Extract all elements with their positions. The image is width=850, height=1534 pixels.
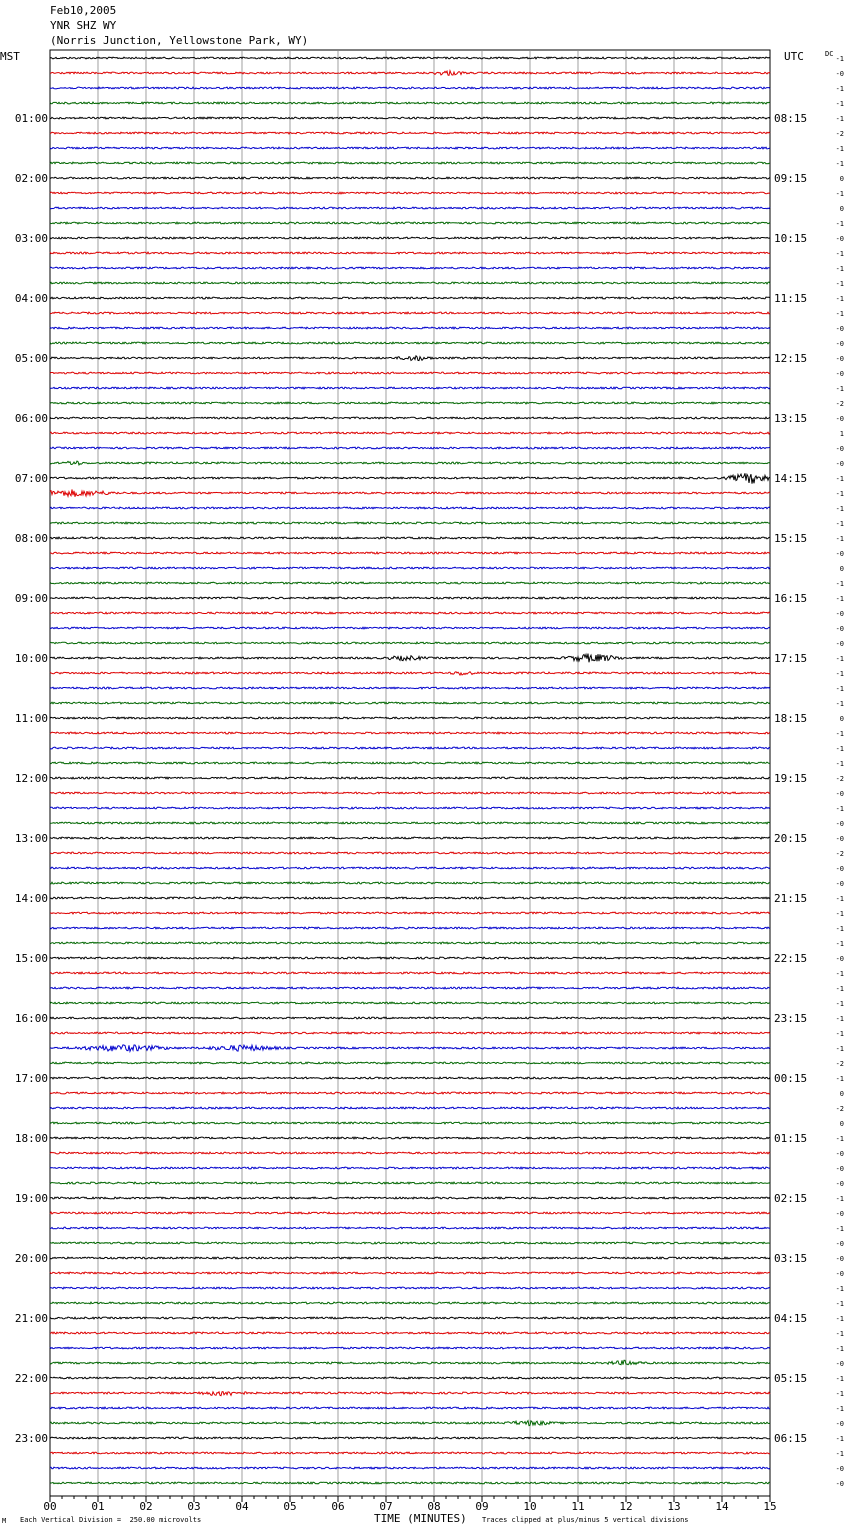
left-hour-label: 02:00 [14,172,48,185]
dc-offset-label: -0 [835,1420,844,1428]
right-hour-label: 05:15 [774,1372,808,1385]
dc-offset-label: 0 [839,205,844,213]
dc-offset-label: -1 [835,925,844,933]
x-axis [43,1496,776,1513]
dc-offset-label: -1 [835,805,844,813]
left-hour-label: 08:00 [14,532,48,545]
dc-offset-label: -1 [835,1450,844,1458]
dc-offset-label: -0 [835,355,844,363]
seismic-trace [50,642,770,644]
seismic-trace [50,132,770,134]
seismic-trace [50,852,770,854]
dc-offset-label: -1 [835,160,844,168]
minute-grid [50,50,770,1496]
dc-offset-label: -0 [835,610,844,618]
seismic-trace [50,597,770,599]
right-hour-label: 15:15 [774,532,808,545]
seismic-trace [50,1152,770,1154]
left-hour-label: 22:00 [14,1372,48,1385]
seismic-trace [50,762,770,764]
dc-offset-label: -1 [835,85,844,93]
dc-offset-label: -1 [835,280,844,288]
seismic-trace [50,1122,770,1124]
dc-offset-label: -1 [835,1075,844,1083]
x-tick-label: 00 [43,1500,57,1513]
left-hour-label: 23:00 [14,1432,48,1445]
dc-offset-label: -1 [835,700,844,708]
clip-note: Traces clipped at plus/minus 5 vertical divisions [482,1516,689,1524]
left-hour-label: 19:00 [14,1192,48,1205]
right-hour-label: 04:15 [774,1312,808,1325]
seismic-trace [50,702,770,704]
seismic-trace [50,1197,770,1199]
left-hour-label: 18:00 [14,1132,48,1145]
seismic-trace [50,1092,770,1094]
dc-offset-label: -0 [835,1180,844,1188]
seismic-trace [50,522,770,524]
dc-offset-label: -1 [835,1300,844,1308]
dc-offset-label: -1 [835,1015,844,1023]
seismic-trace [50,1392,770,1396]
seismic-trace [50,972,770,974]
dc-offset-label: -0 [835,790,844,798]
seismic-trace [50,402,770,404]
dc-offset-label: -1 [835,295,844,303]
dc-offset-label: 0 [839,175,844,183]
dc-offset-label: -0 [835,340,844,348]
dc-label: DC [825,50,834,58]
dc-offset-label: -1 [835,1435,844,1443]
seismic-trace [50,912,770,914]
left-hour-label: 10:00 [14,652,48,665]
dc-offset-label: -1 [835,265,844,273]
seismic-trace [50,417,770,419]
seismic-trace [50,1212,770,1214]
seismic-trace [50,807,770,809]
seismic-trace [50,957,770,959]
dc-offset-label: -0 [835,955,844,963]
x-tick-label: 02 [139,1500,153,1513]
dc-offset-label: -1 [835,895,844,903]
dc-offset-label: -1 [835,115,844,123]
seismic-trace [50,552,770,554]
seismic-trace [50,1482,770,1484]
seismic-trace [50,432,770,434]
dc-offset-label: -0 [835,640,844,648]
dc-offset-label: -1 [835,505,844,513]
dc-offset-label: -1 [835,730,844,738]
seismic-trace [50,356,770,361]
seismic-trace [50,777,770,779]
seismic-trace [50,747,770,749]
right-hour-label: 12:15 [774,352,808,365]
plot-frame [50,50,770,1496]
right-hour-label: 21:15 [774,892,808,905]
dc-offset-label: -1 [835,1285,844,1293]
seismic-trace [50,372,770,374]
dc-offset-label: -0 [835,865,844,873]
seismic-trace [50,387,770,389]
dc-offset-label: -0 [835,835,844,843]
right-hour-label: 22:15 [774,952,808,965]
dc-offset-label: -1 [835,670,844,678]
dc-offset-label: -1 [835,595,844,603]
dc-offset-label: -1 [835,745,844,753]
corner-label: M [2,1517,7,1525]
dc-offset-label: -1 [835,685,844,693]
station-label: YNR SHZ WY [50,19,117,32]
dc-offset-label: -0 [835,70,844,78]
seismic-trace [50,1272,770,1274]
dc-offset-label: -1 [835,1405,844,1413]
seismic-trace [50,192,770,194]
x-tick-label: 14 [715,1500,729,1513]
right-hour-label: 18:15 [774,712,808,725]
dc-offset-label: -0 [835,1150,844,1158]
dc-offset-labels [836,55,844,1488]
x-tick-label: 03 [187,1500,201,1513]
seismic-trace [50,1227,770,1229]
dc-offset-label: -1 [835,1135,844,1143]
left-hour-label: 03:00 [14,232,48,245]
seismic-trace [50,987,770,989]
seismic-trace [50,1137,770,1139]
seismic-trace [50,237,770,239]
seismic-trace [50,582,770,584]
location-label: (Norris Junction, Yellowstone Park, WY) [50,34,309,47]
seismic-trace [50,1437,770,1439]
seismic-trace [50,654,770,663]
seismic-trace [50,1257,770,1259]
seismic-trace [50,342,770,344]
seismic-trace [50,1377,770,1379]
dc-offset-label: -1 [835,1195,844,1203]
seismic-trace [50,473,770,483]
dc-offset-label: -1 [835,475,844,483]
dc-offset-label: -1 [835,1375,844,1383]
left-hour-label: 01:00 [14,112,48,125]
dc-offset-label: -1 [835,55,844,63]
seismic-trace [50,897,770,899]
seismic-trace [50,1347,770,1349]
seismic-trace [50,87,770,89]
x-tick-label: 04 [235,1500,249,1513]
seismic-trace [50,1332,770,1334]
seismic-trace [50,102,770,104]
dc-offset-label: -0 [835,1270,844,1278]
dc-offset-label: -1 [835,535,844,543]
dc-offset-label: -1 [835,1345,844,1353]
right-hour-label: 23:15 [774,1012,808,1025]
left-timezone-label: MST [0,50,20,63]
x-tick-label: 01 [91,1500,105,1513]
right-hour-label: 01:15 [774,1132,808,1145]
x-tick-label: 12 [619,1500,633,1513]
dc-offset-label: 0 [839,565,844,573]
dc-offset-label: -0 [835,235,844,243]
dc-offset-label: -1 [835,1330,844,1338]
seismic-trace [50,567,770,569]
x-tick-label: 08 [427,1500,441,1513]
dc-offset-label: -1 [835,490,844,498]
seismic-trace [50,222,770,224]
right-hour-label: 10:15 [774,232,808,245]
dc-offset-label: -0 [835,415,844,423]
dc-offset-label: 0 [839,715,844,723]
right-hour-label: 17:15 [774,652,808,665]
seismic-trace [50,1302,770,1304]
seismic-trace [50,1017,770,1019]
x-tick-label: 05 [283,1500,297,1513]
seismic-trace [50,1287,770,1289]
seismic-trace [50,1182,770,1184]
dc-offset-label: -1 [835,760,844,768]
dc-offset-label: -0 [835,1360,844,1368]
dc-offset-label: -1 [835,655,844,663]
dc-offset-label: -0 [835,445,844,453]
right-hour-label: 20:15 [774,832,808,845]
dc-offset-label: -1 [835,1315,844,1323]
dc-offset-label: -1 [835,1225,844,1233]
seismic-trace [50,327,770,329]
dc-offset-label: -0 [835,1210,844,1218]
right-hour-label: 06:15 [774,1432,808,1445]
x-tick-label: 06 [331,1500,345,1513]
seismic-trace [50,732,770,734]
seismic-trace [50,1045,770,1052]
left-hour-label: 13:00 [14,832,48,845]
dc-offset-label: -0 [835,820,844,828]
dc-offset-label: 1 [839,430,844,438]
seismic-trace [50,837,770,839]
seismic-trace [50,1167,770,1169]
right-hour-label: 09:15 [774,172,808,185]
dc-offset-label: -1 [835,220,844,228]
date-label: Feb10,2005 [50,4,117,17]
seismic-trace [50,461,770,465]
dc-offset-label: -1 [835,520,844,528]
seismic-trace [50,71,770,76]
left-hour-label: 17:00 [14,1072,48,1085]
seismic-trace [50,1360,770,1364]
dc-offset-label: -2 [835,1060,844,1068]
dc-offset-label: -0 [835,1255,844,1263]
right-hour-label: 11:15 [774,292,808,305]
seismic-trace [50,282,770,284]
seismic-trace [50,267,770,269]
seismic-trace [50,927,770,929]
seismic-trace [50,717,770,719]
dc-offset-label: -0 [835,625,844,633]
left-hour-label: 06:00 [14,412,48,425]
x-tick-label: 15 [763,1500,777,1513]
left-hour-label: 05:00 [14,352,48,365]
seismic-trace [50,1242,770,1244]
dc-offset-label: -2 [835,400,844,408]
dc-offset-label: -1 [835,940,844,948]
seismic-trace [50,942,770,944]
dc-offset-label: -2 [835,1105,844,1113]
seismic-trace [50,1407,770,1409]
right-hour-label: 14:15 [774,472,808,485]
seismic-trace [50,672,770,675]
dc-offset-label: -1 [835,145,844,153]
left-hour-label: 04:00 [14,292,48,305]
seismic-trace [50,792,770,794]
left-hour-label: 20:00 [14,1252,48,1265]
left-hour-label: 07:00 [14,472,48,485]
seismic-trace [50,490,770,497]
seismic-trace [50,687,770,689]
dc-offset-label: -1 [835,190,844,198]
right-hour-label: 16:15 [774,592,808,605]
dc-offset-label: -0 [835,1480,844,1488]
dc-offset-label: -1 [835,985,844,993]
dc-offset-label: -2 [835,775,844,783]
left-hour-label: 16:00 [14,1012,48,1025]
seismic-trace [50,867,770,869]
x-tick-label: 09 [475,1500,489,1513]
seismic-trace [50,882,770,884]
dc-offset-label: 0 [839,1090,844,1098]
seismic-trace [50,252,770,254]
seismic-trace [50,207,770,209]
seismic-trace [50,312,770,314]
seismic-trace [50,177,770,179]
seismic-trace [50,507,770,509]
seismic-trace [50,627,770,629]
left-hour-label: 14:00 [14,892,48,905]
dc-offset-label: -1 [835,250,844,258]
x-tick-label: 07 [379,1500,393,1513]
seismic-trace [50,612,770,614]
right-hour-label: 02:15 [774,1192,808,1205]
dc-offset-label: -1 [835,970,844,978]
dc-offset-label: -0 [835,325,844,333]
seismic-trace [50,117,770,119]
seismic-trace [50,822,770,824]
dc-offset-label: -1 [835,310,844,318]
seismic-trace [50,57,770,59]
left-hour-label: 21:00 [14,1312,48,1325]
right-hour-label: 03:15 [774,1252,808,1265]
seismic-trace [50,1421,770,1426]
seismic-trace [50,1032,770,1034]
dc-offset-label: -1 [835,385,844,393]
x-axis-title: TIME (MINUTES) [374,1512,467,1525]
scale-note: Each Vertical Division = 250.00 microvolts [20,1516,202,1524]
dc-offset-label: -1 [835,910,844,918]
seismic-trace [50,147,770,149]
dc-offset-label: -0 [835,370,844,378]
seismic-trace [50,447,770,449]
dc-offset-label: -2 [835,850,844,858]
right-hour-label: 19:15 [774,772,808,785]
dc-offset-label: 0 [839,1120,844,1128]
x-tick-label: 10 [523,1500,537,1513]
dc-offset-label: -1 [835,1390,844,1398]
seismic-trace [50,1077,770,1079]
seismic-trace [50,1317,770,1319]
seismic-trace [50,1062,770,1064]
dc-offset-label: -1 [835,580,844,588]
dc-offset-label: -0 [835,1465,844,1473]
right-hour-label: 00:15 [774,1072,808,1085]
right-timezone-label: UTC [784,50,804,63]
left-hour-label: 15:00 [14,952,48,965]
seismic-trace [50,1467,770,1469]
seismic-trace [50,1002,770,1004]
dc-offset-label: -1 [835,1045,844,1053]
left-hour-label: 12:00 [14,772,48,785]
dc-offset-label: -2 [835,130,844,138]
dc-offset-label: -0 [835,1240,844,1248]
dc-offset-label: -0 [835,880,844,888]
dc-offset-label: -1 [835,1030,844,1038]
seismic-trace [50,162,770,164]
seismic-trace [50,297,770,299]
x-tick-label: 13 [667,1500,681,1513]
right-hour-label: 13:15 [774,412,808,425]
dc-offset-label: -0 [835,460,844,468]
right-hour-label: 08:15 [774,112,808,125]
seismic-trace [50,1107,770,1109]
dc-offset-label: -1 [835,100,844,108]
left-hour-label: 09:00 [14,592,48,605]
dc-offset-label: -1 [835,1000,844,1008]
dc-offset-label: -0 [835,550,844,558]
seismic-trace [50,537,770,539]
traces [50,57,770,1484]
left-hour-label: 11:00 [14,712,48,725]
dc-offset-label: -0 [835,1165,844,1173]
x-tick-label: 11 [571,1500,585,1513]
seismic-trace [50,1452,770,1454]
